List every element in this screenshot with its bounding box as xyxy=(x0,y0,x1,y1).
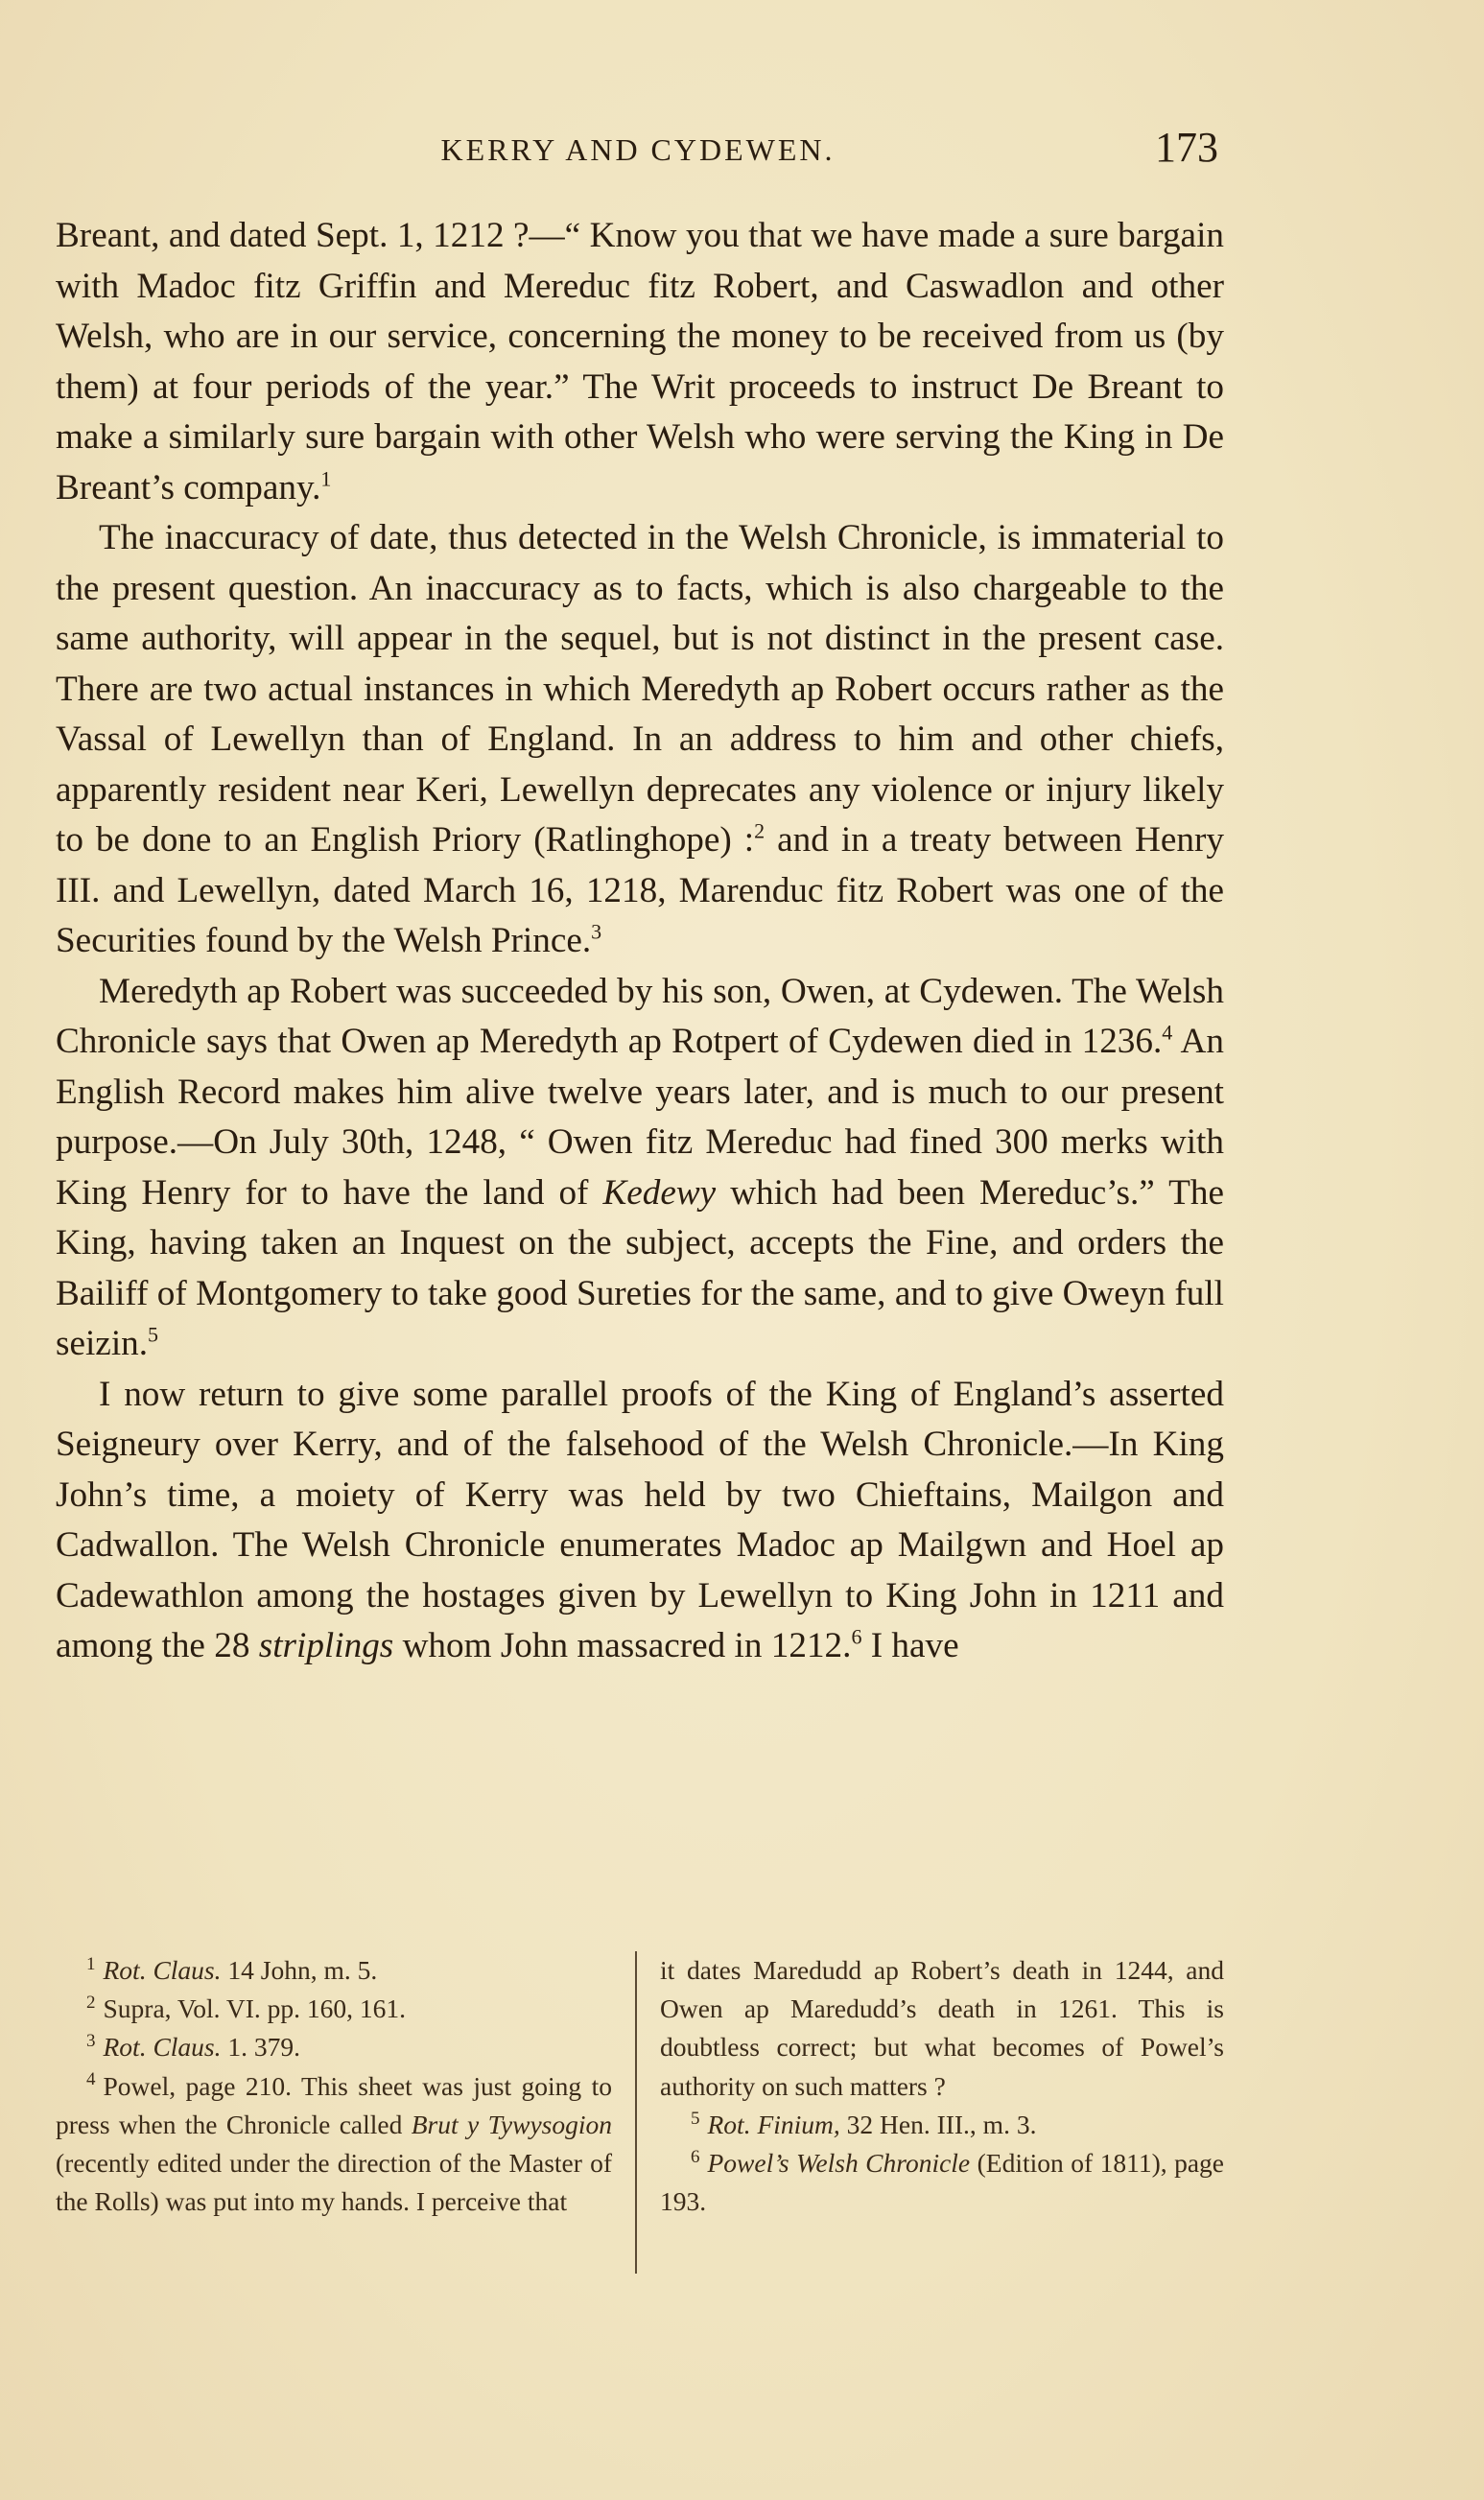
paragraph-text: The inaccuracy of date, thus detected in the Welsh Chronicle, is immaterial to the present question. An inaccuracy as to facts, which is also chargeable to the same authority, will appear in the sequel, but is not distinct in the present case. There are two actual instances in which Meredyth ap Robert occurs rather as the Vassal of Lewellyn than of England. In an address to him and other chiefs, apparently resident near Keri, Lewellyn deprecates any violence or injury likely to be done to an English Priory (Ratlinghope) : xyxy=(56,518,1224,860)
footnote-text: 32 Hen. III., m. 3. xyxy=(839,2109,1037,2139)
footnote-ref-1: 1 xyxy=(320,466,332,491)
footnote-2 xyxy=(56,1990,612,2028)
paragraph-4 xyxy=(56,1370,1224,1672)
footnote-number: 2 xyxy=(86,1993,96,2014)
paragraph-text: I now return to give some parallel proofs of the King of England’s asserted Seigneury over Kerry, and of the falsehood of the Welsh Chronicle.—In King John’s time, a moiety of Kerry was held by two Chieftains, Mailgon and Cadwallon. The Welsh Chronicle enumerates Madoc ap Mailgwn and Hoel ap Cadewathlon among the hostages given by Lewellyn to King John in 1211 and among the 28 xyxy=(56,1374,1224,1665)
footnote-number: 5 xyxy=(691,2108,700,2129)
page-number: 173 xyxy=(1155,124,1218,171)
footnote-text: 1. 379. xyxy=(221,2032,300,2063)
footnote-ref-3: 3 xyxy=(591,919,602,944)
footnote-number: 3 xyxy=(86,2031,96,2052)
footnote-source: Rot. Finium, xyxy=(707,2109,840,2139)
footnote-text: it dates Maredudd ap Robert’s death in 1244, and Owen ap Maredudd’s death in 1261. This is doubtless correct; but what becomes of Powel’s authority on such matters ? xyxy=(660,1955,1224,2101)
footnote-text: 14 John, m. 5. xyxy=(221,1955,378,1985)
paragraph-1 xyxy=(56,211,1224,513)
footnote-text: (Edition of 1811), page 193. xyxy=(660,2148,1225,2217)
footnote-source: Brut y Tywysogion xyxy=(411,2109,612,2139)
footnote-text: (recently edited under the direction of the Master of the Rolls) was put into my hands. I perceive that xyxy=(56,2148,612,2217)
footnote-ref-5: 5 xyxy=(148,1322,159,1347)
paragraph-text: Meredyth ap Robert was succeeded by his son, Owen, at Cydewen. The Welsh Chronicle says that Owen ap Meredyth ap Rotpert of Cydewen died in 1236. xyxy=(56,971,1224,1061)
main-text xyxy=(56,211,1224,1672)
running-head xyxy=(58,123,1218,180)
paragraph-text: and in a treaty between Henry III. and Lewellyn, dated March 16, 1218, Marenduc fitz Robert was one of the Securities found by the Welsh Prince. xyxy=(56,820,1224,960)
paragraph-text: which had been Mereduc’s.” The King, having taken an Inquest on the subject, accepts the Fine, and orders the Bailiff of Montgomery to take good Sureties for the same, and to give Oweyn full seizin. xyxy=(56,1172,1224,1363)
footnote-source: Rot. Claus. xyxy=(103,1955,222,1985)
italic-place-name: Kedewy xyxy=(602,1172,717,1213)
paragraph-text: whom John massacred in 1212. xyxy=(393,1626,852,1665)
footnote-number: 6 xyxy=(691,2146,700,2167)
footnote-4 xyxy=(56,2067,612,2222)
footnote-text: Supra, Vol. VI. pp. 160, 161. xyxy=(103,1993,407,2024)
footnote-text: Powel, page 210. This sheet was just going to press when the Chronicle called xyxy=(56,2070,612,2139)
paragraph-text: I have xyxy=(861,1626,959,1665)
footnote-ref-6: 6 xyxy=(851,1624,862,1649)
footnotes-right-column xyxy=(660,1951,1224,2221)
paragraph-3 xyxy=(56,967,1224,1370)
footnote-4-continued xyxy=(660,1951,1224,2106)
footnote-number: 1 xyxy=(86,1953,96,1974)
footnote-ref-4: 4 xyxy=(1162,1020,1173,1045)
footnote-ref-2: 2 xyxy=(754,818,766,843)
paragraph-2 xyxy=(56,513,1224,967)
footnote-5 xyxy=(660,2106,1224,2144)
paragraph-text: Breant, and dated Sept. 1, 1212 ?—“ Know you that we have made a sure bargain with Madoc fitz Griffin and Mereduc fitz Robert, and Caswadlon and other Welsh, who are in our service, concerning the money to be received from us (by them) at four periods of the year.” The Writ proceeds to instruct De Breant to make a similarly sure bargain with other Welsh who were serving the King in De Breant’s company. xyxy=(56,216,1224,507)
footnote-source: Powel’s Welsh Chronicle xyxy=(707,2148,971,2179)
footnote-3 xyxy=(56,2028,612,2066)
footnote-number: 4 xyxy=(86,2069,96,2090)
footnotes-left-column xyxy=(56,1951,612,2221)
footnote-source: Rot. Claus. xyxy=(103,2032,222,2063)
italic-term: striplings xyxy=(258,1626,394,1665)
paragraph-text: An English Record makes him alive twelve years later, and is much to our present purpose.—On July 30th, 1248, “ Owen fitz Mereduc had fined 300 merks with King Henry for to have the land of xyxy=(56,1022,1224,1213)
footnote-6 xyxy=(660,2144,1224,2221)
column-divider xyxy=(635,1951,637,2274)
running-title: KERRY AND CYDEWEN. xyxy=(440,132,836,167)
footnote-1 xyxy=(56,1951,612,1990)
